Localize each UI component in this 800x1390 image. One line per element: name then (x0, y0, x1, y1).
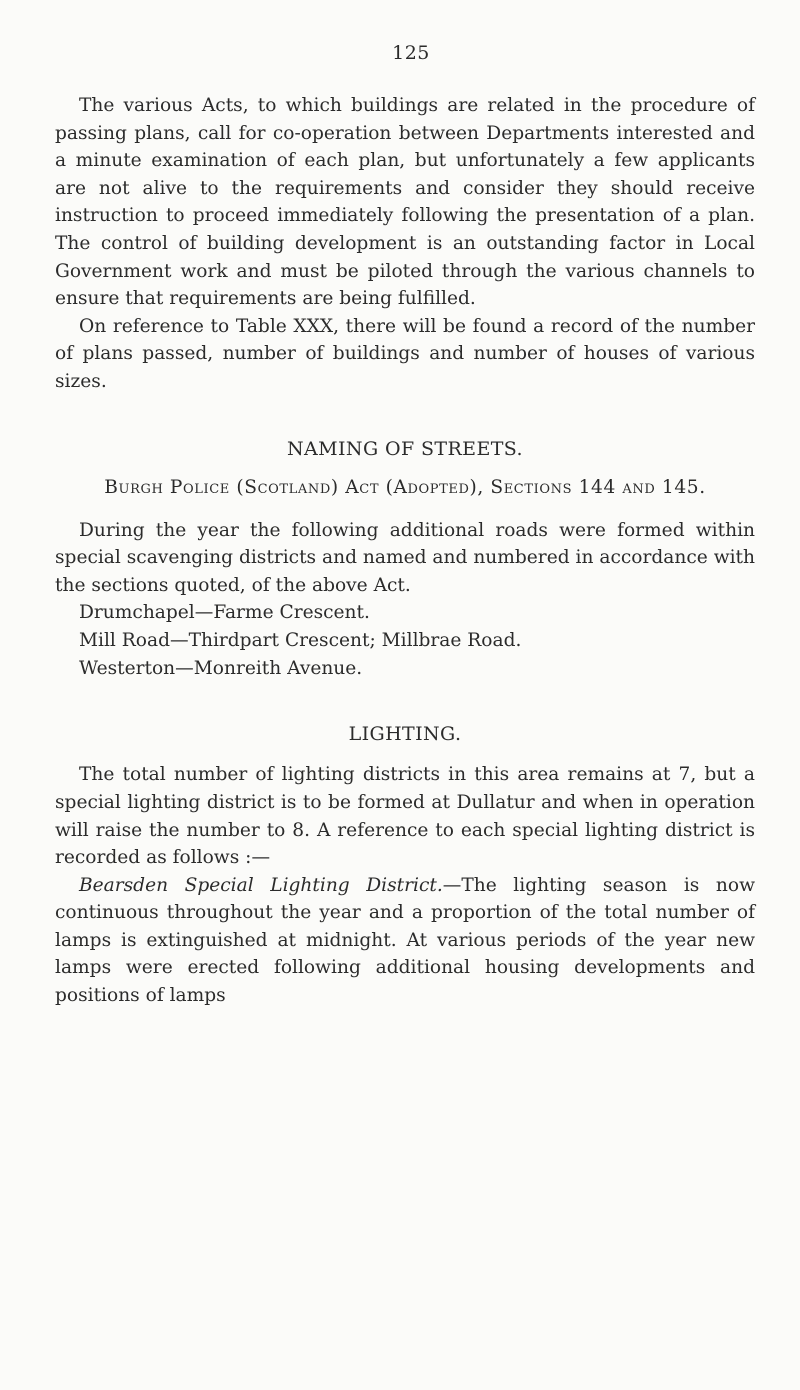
naming-streets-paragraph: During the year the following additional roads were formed within special scavenging districts and named and numbered in accordance with the sections quoted, of the above Act. (55, 519, 755, 596)
naming-streets-subheading: Burgh Police (Scotland) Act (Adopted), Sections 144 and 145. (104, 476, 706, 498)
street-list-item: Westerton—Monreith Avenue. (79, 658, 363, 680)
intro-paragraph: The various Acts, to which buildings are related in the procedure of passing plans, call for co-operation between Departments interested and a minute examination of each plan, but unfortunately a few applicants are not alive to the requirements and consider they should receive instruction to proceed immediately following the presentation of a plan. The control of building development is an outstanding factor in Local Government work and must be piloted through the various channels to ensure that requirements are being fulfilled. (55, 95, 755, 310)
street-list-item: Mill Road—Thirdpart Crescent; Millbrae Road. (79, 630, 522, 652)
lighting-heading: LIGHTING. (348, 723, 462, 746)
document-page (55, 42, 755, 1010)
page-number: 125 (392, 42, 430, 64)
bearsden-title: Bearsden Special Lighting District. (79, 874, 443, 896)
bearsden-paragraph (55, 872, 755, 1010)
table-reference-paragraph: On reference to Table XXX, there will be found a record of the number of plans passed, number of buildings and number of houses of various sizes. (55, 315, 755, 392)
street-list-item: Drumchapel—Farme Crescent. (79, 602, 370, 624)
bearsden-text: —The lighting season is now continuous throughout the year and a proportion of the total number of lamps is extinguished at midnight. At various periods of the year new lamps were erected following additional housing developments and positions of lamps (55, 874, 755, 1007)
lighting-paragraph: The total number of lighting districts in this area remains at 7, but a special lighting district is to be formed at Dullatur and when in operation will raise the number to 8. A reference to each special lighting district is recorded as follows :— (55, 764, 755, 869)
naming-streets-heading: NAMING OF STREETS. (287, 437, 523, 460)
